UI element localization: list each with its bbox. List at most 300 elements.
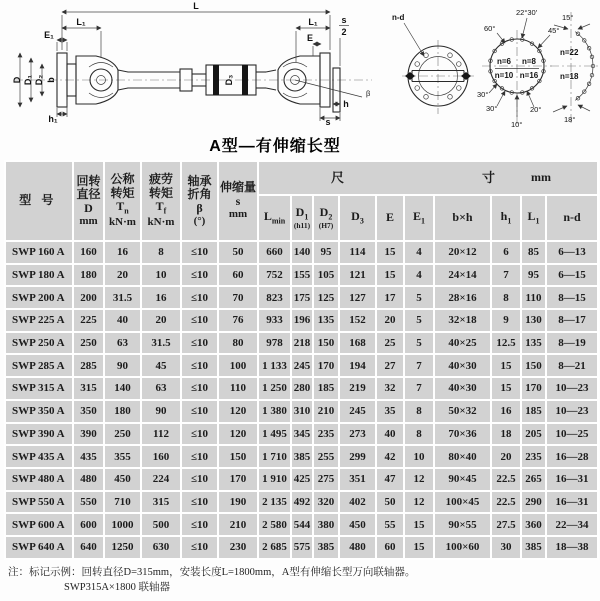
value-cell: 170 xyxy=(218,468,258,491)
value-cell: 315 xyxy=(73,377,104,400)
table-body xyxy=(5,241,598,559)
value-cell: 47 xyxy=(376,468,404,491)
value-cell: 130 xyxy=(521,309,546,332)
model-cell: SWP 350 A xyxy=(5,400,73,423)
value-cell: 40×30 xyxy=(434,354,491,377)
value-cell: 8 xyxy=(404,400,434,423)
col-header-e: E xyxy=(376,195,404,241)
value-cell: 35 xyxy=(376,400,404,423)
angle-30-b: 30° xyxy=(486,104,498,113)
value-cell: 16 xyxy=(491,400,521,423)
dim-label-b: b xyxy=(46,77,56,83)
dim-label-D3: D₃ xyxy=(224,74,234,86)
value-cell: 8—15 xyxy=(546,286,598,309)
angle-30-a: 30° xyxy=(477,90,489,99)
value-cell: 350 xyxy=(73,400,104,423)
value-cell: 31.5 xyxy=(141,332,181,355)
value-cell: 100×60 xyxy=(434,536,491,559)
value-cell: 60 xyxy=(218,264,258,287)
value-cell: 15 xyxy=(404,536,434,559)
value-cell: ≤10 xyxy=(181,536,218,559)
value-cell: 16—31 xyxy=(546,468,598,491)
value-cell: ≤10 xyxy=(181,264,218,287)
value-cell: ≤10 xyxy=(181,423,218,446)
value-cell: 550 xyxy=(73,491,104,514)
table-row xyxy=(5,309,598,332)
col-header-rotation-diameter: 回转 直径 D mm xyxy=(73,161,104,241)
value-cell: 63 xyxy=(141,377,181,400)
value-cell: 135 xyxy=(313,309,339,332)
value-cell: ≤10 xyxy=(181,491,218,514)
value-cell: 100×45 xyxy=(434,491,491,514)
angle-20: 20° xyxy=(530,105,542,114)
value-cell: 390 xyxy=(73,423,104,446)
table-row xyxy=(5,445,598,468)
value-cell: 480 xyxy=(73,468,104,491)
value-cell: 823 xyxy=(258,286,291,309)
value-cell: ≤10 xyxy=(181,286,218,309)
angle-10: 10° xyxy=(511,120,523,129)
value-cell: 16—28 xyxy=(546,445,598,468)
bolt-circle-diagram xyxy=(477,8,559,129)
value-cell: 660 xyxy=(258,241,291,264)
value-cell: 70 xyxy=(218,286,258,309)
value-cell: 22.5 xyxy=(491,491,521,514)
value-cell: 90×55 xyxy=(434,513,491,536)
value-cell: 170 xyxy=(313,354,339,377)
value-cell: 5 xyxy=(404,332,434,355)
dim-label-h1: h₁ xyxy=(48,114,58,124)
value-cell: 1 380 xyxy=(258,400,291,423)
value-cell: 544 xyxy=(291,513,313,536)
angle-60: 60° xyxy=(484,24,496,33)
value-cell: 190 xyxy=(218,491,258,514)
value-cell: 185 xyxy=(521,400,546,423)
value-cell: 290 xyxy=(521,491,546,514)
value-cell: 210 xyxy=(313,400,339,423)
table-row xyxy=(5,536,598,559)
value-cell: 1 495 xyxy=(258,423,291,446)
angle-45: 45° xyxy=(548,26,560,35)
value-cell: 32 xyxy=(376,377,404,400)
value-cell: 575 xyxy=(291,536,313,559)
value-cell: 196 xyxy=(291,309,313,332)
model-cell: SWP 600 A xyxy=(5,513,73,536)
value-cell: 42 xyxy=(376,445,404,468)
table-row xyxy=(5,286,598,309)
drawing-svg xyxy=(0,0,600,135)
value-cell: 1 133 xyxy=(258,354,291,377)
value-cell: 50 xyxy=(376,491,404,514)
value-cell: 16 xyxy=(141,286,181,309)
col-header-d1: $D_1$ (h11) xyxy=(291,195,313,241)
value-cell: 175 xyxy=(291,286,313,309)
model-cell: SWP 225 A xyxy=(5,309,73,332)
value-cell: 18 xyxy=(491,423,521,446)
value-cell: 32×18 xyxy=(434,309,491,332)
dim-label-L: L xyxy=(193,1,199,11)
value-cell: 20 xyxy=(491,445,521,468)
value-cell: 12 xyxy=(404,491,434,514)
value-cell: 10—23 xyxy=(546,400,598,423)
angle-22-30: 22°30′ xyxy=(516,8,538,17)
value-cell: 50×32 xyxy=(434,400,491,423)
value-cell: 27.5 xyxy=(491,513,521,536)
value-cell: 180 xyxy=(104,400,141,423)
value-cell: 15 xyxy=(404,513,434,536)
col-header-nominal-torque: 公称 转矩 $T_n$ kN·m xyxy=(104,161,141,241)
drawing-caption: A型—有伸缩长型 xyxy=(209,138,341,155)
value-cell: 20 xyxy=(104,264,141,287)
value-cell: 90 xyxy=(104,354,141,377)
value-cell: 30 xyxy=(491,536,521,559)
value-cell: 8 xyxy=(404,423,434,446)
value-cell: 40×25 xyxy=(434,332,491,355)
value-cell: 16—31 xyxy=(546,491,598,514)
value-cell: 752 xyxy=(258,264,291,287)
value-cell: 273 xyxy=(339,423,376,446)
flange-end-view xyxy=(392,13,474,114)
value-cell: 210 xyxy=(218,513,258,536)
value-cell: 55 xyxy=(376,513,404,536)
value-cell: 402 xyxy=(339,491,376,514)
value-cell: 150 xyxy=(313,332,339,355)
value-cell: 5 xyxy=(404,309,434,332)
value-cell: 125 xyxy=(313,286,339,309)
value-cell: 45 xyxy=(141,354,181,377)
value-cell: 10—25 xyxy=(546,423,598,446)
value-cell: 100 xyxy=(218,354,258,377)
model-cell: SWP 160 A xyxy=(5,241,73,264)
value-cell: 7 xyxy=(404,377,434,400)
value-cell: 60 xyxy=(376,536,404,559)
value-cell: 1000 xyxy=(104,513,141,536)
value-cell: 1 910 xyxy=(258,468,291,491)
value-cell: 425 xyxy=(291,468,313,491)
value-cell: 7 xyxy=(404,354,434,377)
col-header-bxh: b×h xyxy=(434,195,491,241)
table-row xyxy=(5,377,598,400)
value-cell: 120 xyxy=(218,400,258,423)
value-cell: ≤10 xyxy=(181,513,218,536)
value-cell: 22.5 xyxy=(491,468,521,491)
value-cell: 10 xyxy=(404,445,434,468)
label-n6: n=6 xyxy=(496,57,512,66)
table-row xyxy=(5,491,598,514)
value-cell: 345 xyxy=(291,423,313,446)
value-cell: 6—15 xyxy=(546,264,598,287)
value-cell: 110 xyxy=(218,377,258,400)
value-cell: 40 xyxy=(376,423,404,446)
value-cell: 200 xyxy=(73,286,104,309)
col-header-d2: $D_2$ (H7) xyxy=(313,195,339,241)
model-cell: SWP 180 A xyxy=(5,264,73,287)
value-cell: 245 xyxy=(291,354,313,377)
value-cell: ≤10 xyxy=(181,400,218,423)
value-cell: 170 xyxy=(521,377,546,400)
value-cell: ≤10 xyxy=(181,445,218,468)
value-cell: 15 xyxy=(491,354,521,377)
value-cell: 8—17 xyxy=(546,309,598,332)
value-cell: 155 xyxy=(291,264,313,287)
col-header-fatigue-torque: 疲劳 转矩 $T_f$ kN·m xyxy=(141,161,181,241)
value-cell: 710 xyxy=(104,491,141,514)
value-cell: 85 xyxy=(521,241,546,264)
value-cell: 255 xyxy=(313,445,339,468)
table-row xyxy=(5,354,598,377)
value-cell: 8—19 xyxy=(546,332,598,355)
value-cell: 315 xyxy=(141,491,181,514)
value-cell: 16 xyxy=(104,241,141,264)
value-cell: 492 xyxy=(291,491,313,514)
label-n16: n=16 xyxy=(519,71,539,80)
value-cell: 24×14 xyxy=(434,264,491,287)
value-cell: 235 xyxy=(521,445,546,468)
model-cell: SWP 640 A xyxy=(5,536,73,559)
value-cell: 435 xyxy=(73,445,104,468)
value-cell: 10 xyxy=(141,264,181,287)
value-cell: 150 xyxy=(218,445,258,468)
table-row xyxy=(5,513,598,536)
value-cell: 76 xyxy=(218,309,258,332)
value-cell: 310 xyxy=(291,400,313,423)
value-cell: 20 xyxy=(141,309,181,332)
value-cell: 600 xyxy=(73,513,104,536)
value-cell: 194 xyxy=(339,354,376,377)
value-cell: 80 xyxy=(218,332,258,355)
label-n10: n=10 xyxy=(494,71,514,80)
value-cell: 180 xyxy=(73,264,104,287)
value-cell: 385 xyxy=(313,536,339,559)
value-cell: 90 xyxy=(141,400,181,423)
value-cell: 17 xyxy=(376,286,404,309)
value-cell: 112 xyxy=(141,423,181,446)
value-cell: 500 xyxy=(141,513,181,536)
dim-label-D2: D₂ xyxy=(34,74,44,86)
value-cell: 355 xyxy=(104,445,141,468)
note-line2: SWP315A×1800 联轴器 xyxy=(64,581,170,593)
col-header-h1: $h_1$ xyxy=(491,195,521,241)
value-cell: 140 xyxy=(291,241,313,264)
label-n8: n=8 xyxy=(521,57,537,66)
col-header-lmin: $L_{min}$ xyxy=(258,195,291,241)
dim-label-s-bottom: s xyxy=(325,117,331,127)
table-row xyxy=(5,468,598,491)
col-header-dimensions: 尺 寸 mm xyxy=(258,161,598,195)
model-cell: SWP 435 A xyxy=(5,445,73,468)
col-header-model xyxy=(5,161,73,241)
dim-label-E: E xyxy=(306,33,314,43)
value-cell: 9 xyxy=(491,309,521,332)
value-cell: 120 xyxy=(218,423,258,446)
col-header-extension: 伸缩量 s mm xyxy=(218,161,258,241)
value-cell: 6—13 xyxy=(546,241,598,264)
value-cell: 95 xyxy=(313,241,339,264)
value-cell: 450 xyxy=(339,513,376,536)
value-cell: 1 710 xyxy=(258,445,291,468)
value-cell: 15 xyxy=(376,264,404,287)
table-row xyxy=(5,264,598,287)
value-cell: 218 xyxy=(291,332,313,355)
model-cell: SWP 285 A xyxy=(5,354,73,377)
value-cell: 20 xyxy=(376,309,404,332)
model-header-label: 型号 xyxy=(19,193,64,208)
label-n18: n=18 xyxy=(560,72,579,81)
value-cell: 2 685 xyxy=(258,536,291,559)
dim-label-L1-right: L₁ xyxy=(308,17,318,27)
value-cell: 380 xyxy=(313,513,339,536)
col-header-bearing-angle: 轴承 折角 β (°) xyxy=(181,161,218,241)
dim-label-D: D xyxy=(12,76,22,84)
value-cell: ≤10 xyxy=(181,309,218,332)
value-cell: 351 xyxy=(339,468,376,491)
value-cell: 640 xyxy=(73,536,104,559)
value-cell: 450 xyxy=(104,468,141,491)
value-cell: 114 xyxy=(339,241,376,264)
value-cell: 978 xyxy=(258,332,291,355)
value-cell: 5 xyxy=(404,286,434,309)
value-cell: 31.5 xyxy=(104,286,141,309)
value-cell: 90×45 xyxy=(434,468,491,491)
col-header-e1: $E_1$ xyxy=(404,195,434,241)
spec-table xyxy=(4,160,599,560)
angle-15: 15° xyxy=(562,13,574,22)
angle-18: 18° xyxy=(564,115,576,124)
model-cell: SWP 200 A xyxy=(5,286,73,309)
value-cell: 12 xyxy=(404,468,434,491)
model-cell: SWP 315 A xyxy=(5,377,73,400)
value-cell: 280 xyxy=(291,377,313,400)
dim-label-beta: β xyxy=(366,89,371,98)
value-cell: 630 xyxy=(141,536,181,559)
model-cell: SWP 480 A xyxy=(5,468,73,491)
dim-label-D1: D₁ xyxy=(23,74,33,86)
value-cell: 20×12 xyxy=(434,241,491,264)
value-cell: 10—23 xyxy=(546,377,598,400)
value-cell: 150 xyxy=(521,354,546,377)
value-cell: 6 xyxy=(491,241,521,264)
value-cell: 235 xyxy=(313,423,339,446)
value-cell: 50 xyxy=(218,241,258,264)
value-cell: 25 xyxy=(376,332,404,355)
value-cell: 80×40 xyxy=(434,445,491,468)
value-cell: 4 xyxy=(404,241,434,264)
table-row xyxy=(5,400,598,423)
value-cell: 2 135 xyxy=(258,491,291,514)
value-cell: ≤10 xyxy=(181,377,218,400)
technical-drawing xyxy=(0,0,600,160)
value-cell: 70×36 xyxy=(434,423,491,446)
value-cell: 160 xyxy=(73,241,104,264)
model-cell: SWP 250 A xyxy=(5,332,73,355)
value-cell: 121 xyxy=(339,264,376,287)
value-cell: 18—38 xyxy=(546,536,598,559)
value-cell: 205 xyxy=(521,423,546,446)
value-cell: 230 xyxy=(218,536,258,559)
value-cell: 185 xyxy=(313,377,339,400)
value-cell: 63 xyxy=(104,332,141,355)
value-cell: 40 xyxy=(104,309,141,332)
dim-label-L1-left: L₁ xyxy=(76,17,86,27)
value-cell: 168 xyxy=(339,332,376,355)
value-cell: 245 xyxy=(339,400,376,423)
value-cell: 15 xyxy=(376,241,404,264)
value-cell: 385 xyxy=(291,445,313,468)
col-header-l1: $L_1$ xyxy=(521,195,546,241)
value-cell: 1250 xyxy=(104,536,141,559)
dim-label-s-half-num: s xyxy=(341,15,347,25)
value-cell: 7 xyxy=(491,264,521,287)
value-cell: ≤10 xyxy=(181,241,218,264)
label-n-d: n-d xyxy=(392,13,405,22)
value-cell: 320 xyxy=(313,491,339,514)
value-cell: 285 xyxy=(73,354,104,377)
value-cell: 360 xyxy=(521,513,546,536)
value-cell: 225 xyxy=(73,309,104,332)
label-n22: n=22 xyxy=(560,48,579,57)
value-cell: 127 xyxy=(339,286,376,309)
value-cell: 4 xyxy=(404,264,434,287)
dim-label-s-half-den: 2 xyxy=(341,27,347,37)
value-cell: 28×16 xyxy=(434,286,491,309)
value-cell: 385 xyxy=(521,536,546,559)
value-cell: 480 xyxy=(339,536,376,559)
value-cell: 12.5 xyxy=(491,332,521,355)
model-cell: SWP 550 A xyxy=(5,491,73,514)
value-cell: 250 xyxy=(73,332,104,355)
value-cell: 8 xyxy=(141,241,181,264)
value-cell: ≤10 xyxy=(181,332,218,355)
shaft-assembly xyxy=(12,1,372,127)
value-cell: 8 xyxy=(491,286,521,309)
dim-label-E1: E₁ xyxy=(44,30,54,40)
value-cell: 152 xyxy=(339,309,376,332)
value-cell: 299 xyxy=(339,445,376,468)
notes xyxy=(8,565,600,595)
value-cell: 160 xyxy=(141,445,181,468)
value-cell: 27 xyxy=(376,354,404,377)
model-cell: SWP 390 A xyxy=(5,423,73,446)
col-header-d3: $D_3$ xyxy=(339,195,376,241)
value-cell: 250 xyxy=(104,423,141,446)
value-cell: 224 xyxy=(141,468,181,491)
value-cell: 140 xyxy=(104,377,141,400)
header-row-group xyxy=(5,161,598,195)
value-cell: 219 xyxy=(339,377,376,400)
col-header-n-d: n-d xyxy=(546,195,598,241)
value-cell: 135 xyxy=(521,332,546,355)
value-cell: 275 xyxy=(313,468,339,491)
value-cell: 110 xyxy=(521,286,546,309)
value-cell: 2 580 xyxy=(258,513,291,536)
dim-label-h: h xyxy=(343,99,349,109)
table-row xyxy=(5,332,598,355)
value-cell: 105 xyxy=(313,264,339,287)
value-cell: 8—21 xyxy=(546,354,598,377)
value-cell: ≤10 xyxy=(181,468,218,491)
value-cell: 1 250 xyxy=(258,377,291,400)
value-cell: 15 xyxy=(491,377,521,400)
value-cell: 265 xyxy=(521,468,546,491)
value-cell: 933 xyxy=(258,309,291,332)
table-row xyxy=(5,423,598,446)
note-line1: 注：标记示例：回转直径D=315mm，安装长度L=1800mm，A型有伸缩长型万向联轴器。 xyxy=(8,566,416,578)
value-cell: 40×30 xyxy=(434,377,491,400)
value-cell: ≤10 xyxy=(181,354,218,377)
table-row xyxy=(5,241,598,264)
value-cell: 95 xyxy=(521,264,546,287)
value-cell: 22—34 xyxy=(546,513,598,536)
